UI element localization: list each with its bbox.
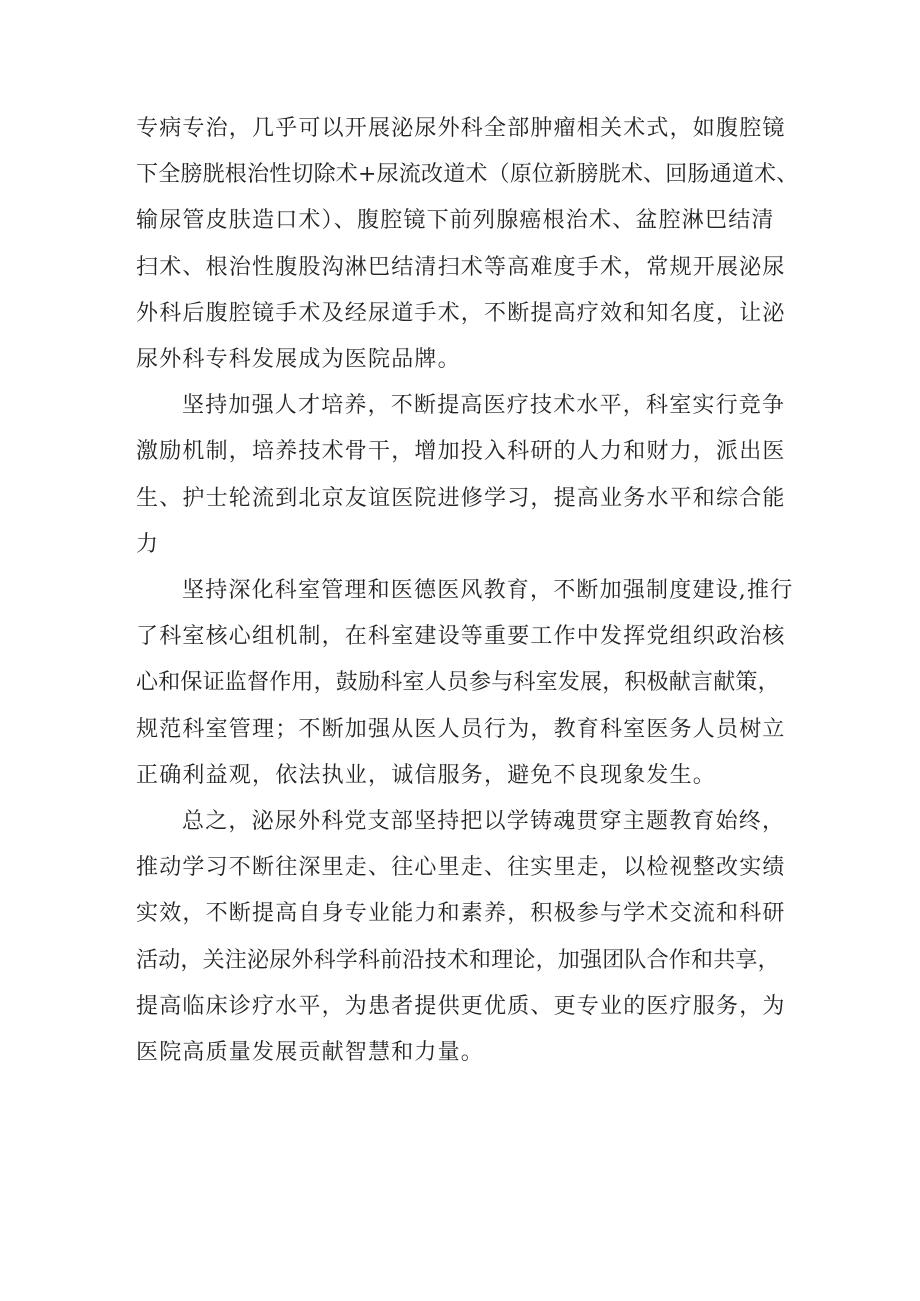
text-line: 力 [136, 531, 160, 557]
text-line: 坚持加强人才培养，不断提高医疗技术水平，科室实行竞争 [182, 393, 786, 419]
text-line: 活动，关注泌尿外科学科前沿技术和理论，加强团队合作和共享， [136, 947, 780, 973]
text-line: 正确利益观，依法执业，诚信服务，避免不良现象发生。 [136, 762, 717, 788]
text-line: 尿外科专科发展成为医院品牌。 [136, 347, 461, 373]
paragraph-conclusion [136, 799, 800, 1076]
paragraph-talent-training [136, 383, 800, 568]
text-line: 扫术、根治性腹股沟淋巴结清扫术等高难度手术，常规开展泌尿 [136, 254, 786, 280]
text-line: 医院高质量发展贡献智慧和力量。 [136, 1040, 485, 1066]
text-line: 了科室核心组机制，在科室建设等重要工作中发挥党组织政治核 [136, 624, 786, 650]
text-line: 实效，不断提高自身专业能力和素养，积极参与学术交流和科研 [136, 901, 786, 927]
text-line: 心和保证监督作用，鼓励科室人员参与科室发展，积极献言献策， [136, 670, 780, 696]
text-line: 下全膀胱根治性切除术+尿流改道术（原位新膀胱术、回肠通道术、 [136, 162, 799, 188]
text-line: 规范科室管理；不断加强从医人员行为，教育科室医务人员树立 [136, 716, 786, 742]
text-line: 总之，泌尿外科党支部坚持把以学铸魂贯穿主题教育始终， [182, 809, 786, 835]
document-body [136, 106, 800, 1076]
text-line: 提高临床诊疗水平，为患者提供更优质、更专业的医疗服务，为 [136, 993, 786, 1019]
text-line: 坚持深化科室管理和医德医风教育，不断加强制度建设,推行 [182, 578, 794, 604]
text-line: 激励机制，培养技术骨干，增加投入科研的人力和财力，派出医 [136, 439, 786, 465]
text-line: 输尿管皮肤造口术）、腹腔镜下前列腺癌根治术、盆腔淋巴结清 [136, 208, 775, 234]
text-line: 外科后腹腔镜手术及经尿道手术，不断提高疗效和知名度，让泌 [136, 300, 786, 326]
paragraph-department-management [136, 568, 800, 799]
text-line: 生、护士轮流到北京友谊医院进修学习，提高业务水平和综合能 [136, 485, 786, 511]
text-line: 推动学习不断往深里走、往心里走、往实里走，以检视整改实绩 [136, 855, 786, 881]
paragraph-specialty-surgery [136, 106, 800, 383]
text-line: 专病专治，几乎可以开展泌尿外科全部肿瘤相关术式，如腹腔镜 [136, 116, 786, 141]
